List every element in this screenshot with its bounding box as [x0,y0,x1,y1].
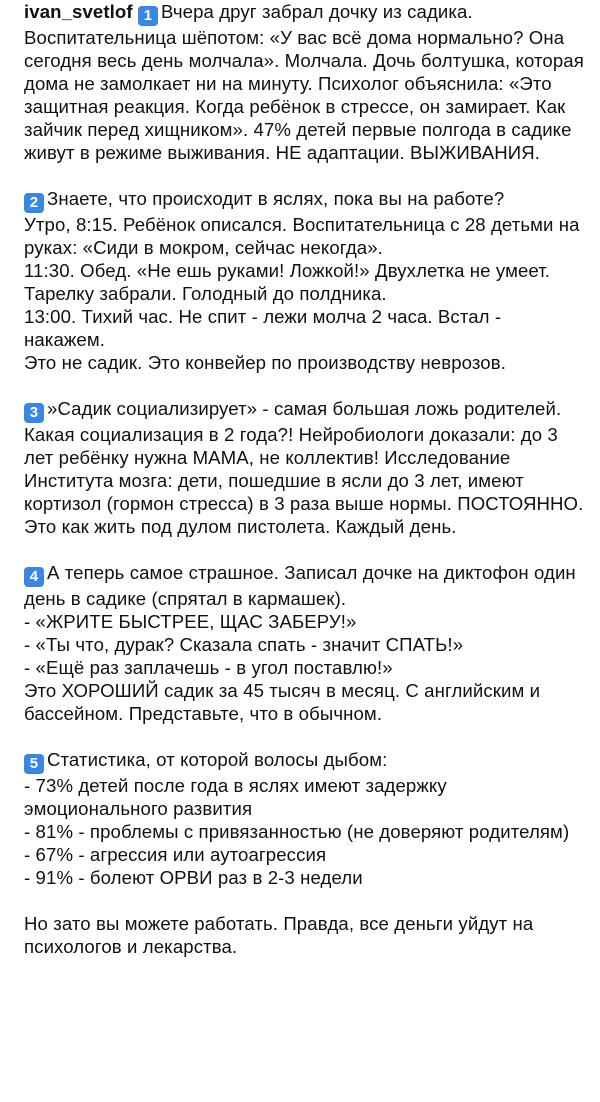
section-1-text: Вчера друг забрал дочку из садика. Воспитательница шёпотом: «У вас всё дома нормально? Она сегодня весь день молчала». Молчала. Дочь болтушка, которая дома не замолкает ни на минуту. Психолог объяснила: «Это защитная реакция. Когда ребёнок в стрессе, он замирает. Как зайчик перед хищником». 47% детей первые полгода в садике живут в режиме выживания. НЕ адаптации. ВЫЖИВАНИЯ. [24,1,590,163]
post-caption [24,0,590,958]
keycap-3-icon: 3 [24,403,44,423]
section-3-text: »Садик социализирует» - самая большая ложь родителей. Какая социализация в 2 года?! Нейробиологи доказали: до 3 лет ребёнку нужна МАМА, не коллектив! Исследование Института мозга: дети, пошедшие в ясли до 3 лет, имеют кортизол (гормон стресса) в 3 раза выше нормы. ПОСТОЯННО. Это как жить под дулом пистолета. Каждый день. [24,398,589,537]
section-5 [24,748,584,889]
section-5-text: Статистика, от которой волосы дыбом: - 73% детей после года в яслях имеют задержку эмоционального развития - 81% - проблемы с привязанностью (не доверяют родителям) - 67% - агрессия или аутоагрессия - 91% - болеют ОРВИ раз в 2-3 недели [24,749,570,888]
author-username[interactable]: ivan_svetlof [24,1,133,22]
section-3 [24,397,589,538]
section-1 [24,0,590,164]
keycap-1-icon: 1 [138,6,158,26]
section-4-text: А теперь самое страшное. Записал дочке на диктофон один день в садике (спрятал в кармашек). - «ЖРИТЕ БЫСТРЕЕ, ЩАС ЗАБЕРУ!» - «Ты что, дурак? Сказала спать - значит СПАТЬ!» - «Ещё раз заплачешь - в угол поставлю!» Это ХОРОШИЙ садик за 45 тысяч в месяц. С английским и бассейном. Представьте, что в обычном. [24,562,576,724]
section-4 [24,561,584,725]
keycap-5-icon: 5 [24,754,44,774]
closing-paragraph: Но зато вы можете работать. Правда, все деньги уйдут на психологов и лекарства. [24,913,539,957]
keycap-4-icon: 4 [24,567,44,587]
keycap-2-icon: 2 [24,193,44,213]
section-2 [24,187,584,374]
section-2-text: Знаете, что происходит в яслях, пока вы на работе? Утро, 8:15. Ребёнок описался. Воспитательница с 28 детьми на руках: «Сиди в мокром, сейчас некогда». 11:30. Обед. «Не ешь руками! Ложкой!» Двухлетка не умеет. Тарелку забрали. Голодный до полдника. 13:00. Тихий час. Не спит - лежи молча 2 часа. Встал - накажем. Это не садик. Это конвейер по производству неврозов. [24,188,580,373]
